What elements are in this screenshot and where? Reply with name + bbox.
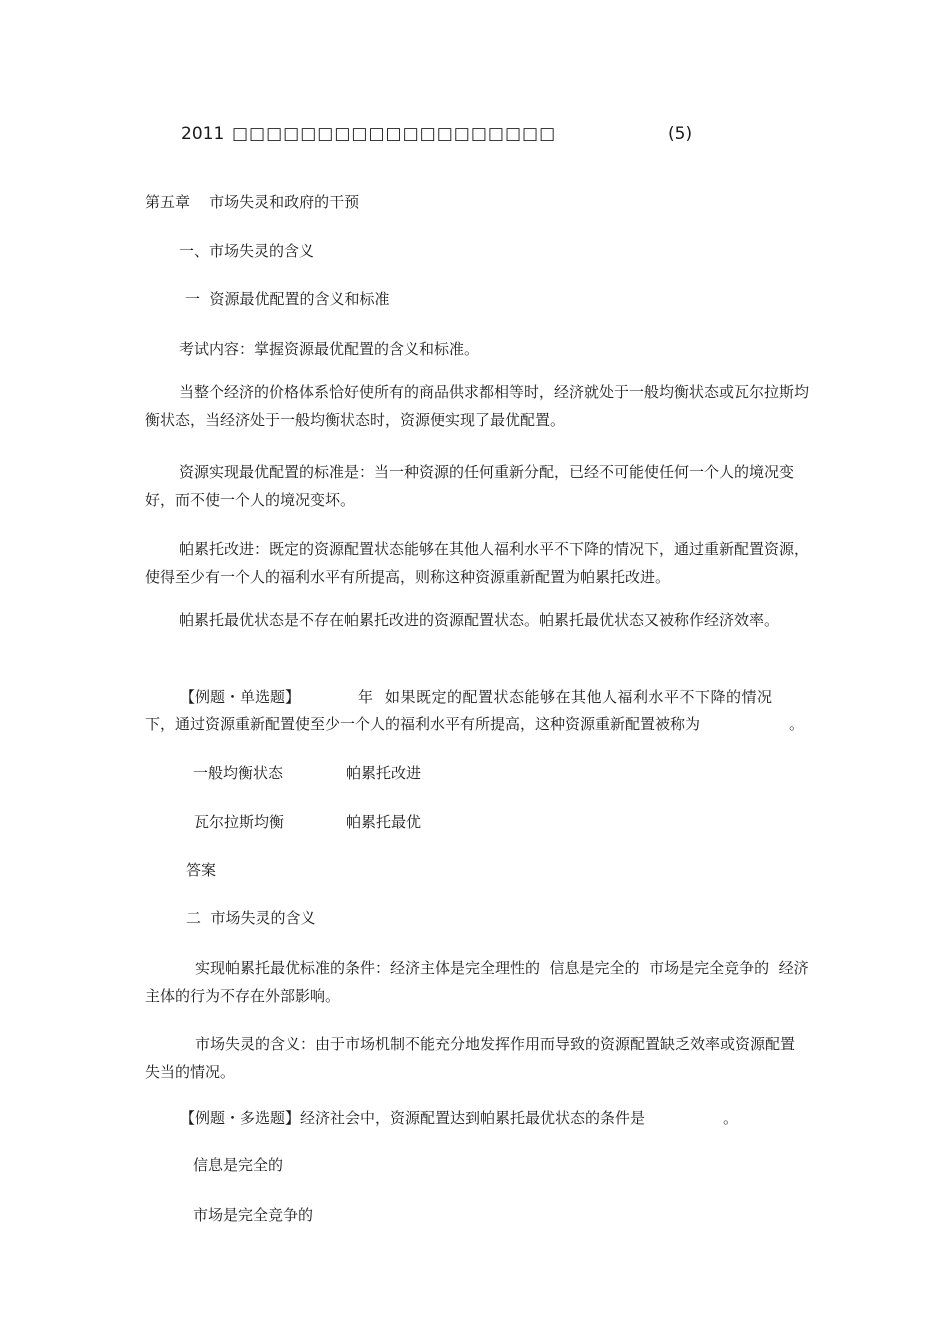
- doc-title: □□□□□□□□□□□□□□□□□□□: [232, 124, 557, 144]
- example1-answer-label: 答案: [186, 861, 217, 879]
- example2-option-b: 市场是完全竞争的: [193, 1206, 314, 1224]
- example2-option-a: 信息是完全的: [193, 1156, 284, 1174]
- doc-title-part: (5): [668, 124, 693, 144]
- doc-title-year: 2011: [181, 124, 225, 144]
- subsection-heading-1: 一 资源最优配置的含义和标准: [185, 290, 390, 308]
- example1-option-c: 瓦尔拉斯均衡: [194, 813, 285, 831]
- example1-year: 年: [358, 688, 374, 706]
- example1-tag: 【例题・单选题】: [180, 688, 301, 706]
- para-general-equilibrium: 当整个经济的价格体系恰好使所有的商品供求都相等时，经济就处于一般均衡状态或瓦尔拉斯均衡状态，当经济处于一般均衡状态时，资源便实现了最优配置。: [145, 383, 810, 429]
- example1-option-b: 帕累托改进: [346, 764, 422, 782]
- subsection-heading-2: 二 市场失灵的含义: [186, 909, 316, 927]
- chapter-heading: 第五章 市场失灵和政府的干预: [145, 193, 360, 211]
- example1-option-d: 帕累托最优: [346, 813, 422, 831]
- para-optimal-standard: 资源实现最优配置的标准是：当一种资源的任何重新分配，已经不可能使任何一个人的境况变好，而不使一个人的境况变坏。: [145, 463, 795, 509]
- example2-question: 【例题・多选题】经济社会中，资源配置达到帕累托最优状态的条件是: [180, 1109, 646, 1127]
- section-heading-1: 一、市场失灵的含义: [179, 242, 315, 260]
- exam-content: 考试内容：掌握资源最优配置的含义和标准。: [179, 340, 480, 358]
- example2-question-end: 。: [723, 1109, 739, 1127]
- example1-line2-end: 。: [789, 715, 805, 733]
- para-pareto-optimal: 帕累托最优状态是不存在帕累托改进的资源配置状态。帕累托最优状态又被称作经济效率。: [179, 611, 780, 629]
- para-pareto-improvement: 帕累托改进：既定的资源配置状态能够在其他人福利水平不下降的情况下，通过重新配置资源，使得至少有一个人的福利水平有所提高，则称这种资源重新配置为帕累托改进。: [145, 540, 810, 586]
- example1-line2: 下，通过资源重新配置使至少一个人的福利水平有所提高，这种资源重新配置被称为: [145, 715, 701, 733]
- example1-line1: 如果既定的配置状态能够在其他人福利水平不下降的情况: [385, 688, 773, 706]
- para-market-failure: 市场失灵的含义：由于市场机制不能充分地发挥作用而导致的资源配置缺乏效率或资源配置失当的情况。: [145, 1035, 796, 1081]
- example1-option-a: 一般均衡状态: [193, 764, 284, 782]
- para-pareto-conditions: 实现帕累托最优标准的条件：经济主体是完全理性的 信息是完全的 市场是完全竞争的 经济主体的行为不存在外部影响。: [145, 959, 809, 1005]
